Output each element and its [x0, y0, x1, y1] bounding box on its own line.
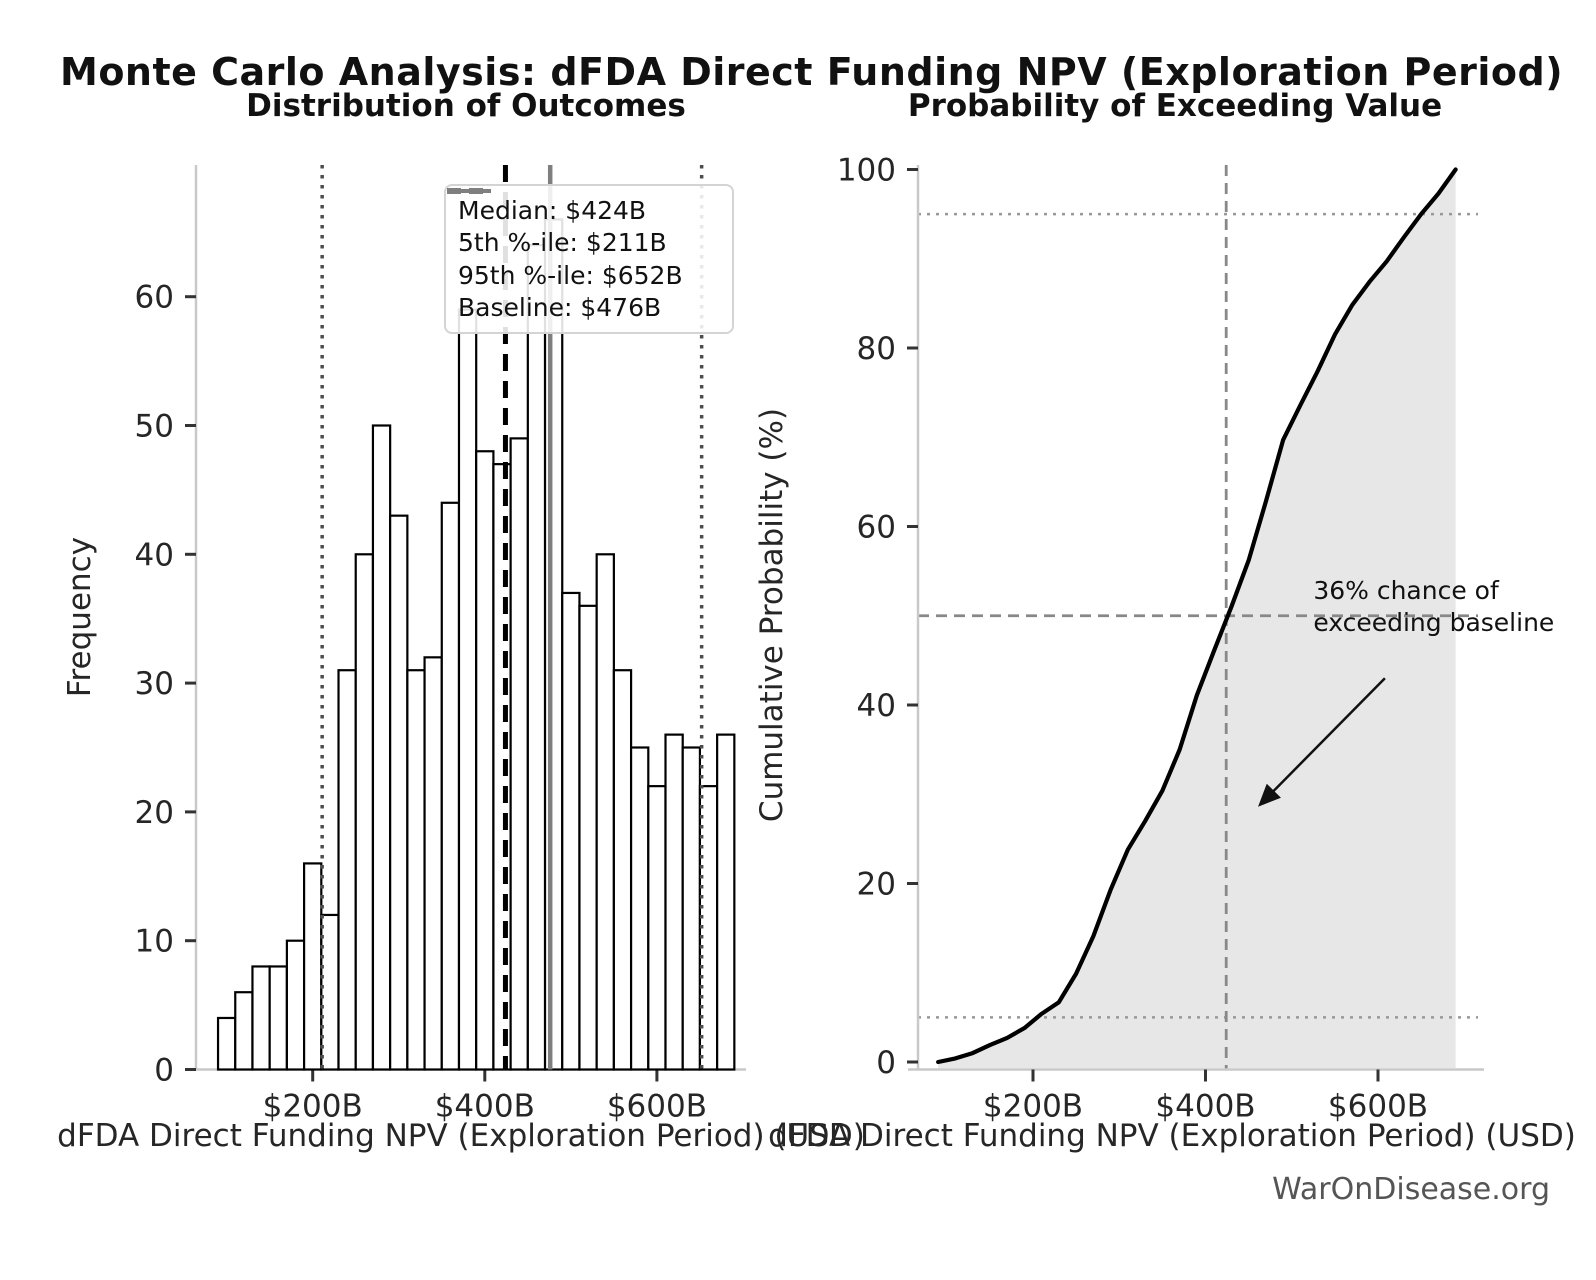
- histogram-bar: [528, 245, 545, 1069]
- cdf-ytick-label: 0: [876, 1045, 896, 1081]
- histogram-bar: [287, 941, 304, 1070]
- hist-ytick-label: 30: [134, 666, 174, 703]
- histogram-bar: [425, 657, 442, 1069]
- histogram-bar: [545, 219, 562, 1069]
- histogram-bar: [579, 606, 596, 1070]
- legend: [444, 184, 734, 334]
- legend-label-p5: 5th %-ile: $211B: [458, 228, 667, 258]
- hist-ytick-label: 60: [134, 279, 174, 316]
- histogram-bar: [648, 786, 665, 1069]
- histogram-title: Distribution of Outcomes: [246, 88, 686, 124]
- cdf-xtick-label: $200B: [982, 1088, 1084, 1125]
- legend-label-median: Median: $424B: [458, 195, 647, 225]
- legend-label-baseline: Baseline: $476B: [458, 293, 662, 323]
- histogram-bar: [407, 670, 424, 1069]
- histogram-bar: [459, 310, 476, 1070]
- cdf-annotation-line2: exceeding baseline: [1313, 607, 1555, 637]
- histogram-bar: [476, 451, 493, 1069]
- histogram-bar: [218, 1018, 235, 1070]
- histogram-bars: [218, 219, 734, 1069]
- histogram-bar: [442, 503, 459, 1070]
- histogram-bar: [562, 593, 579, 1070]
- histogram-bar: [666, 735, 683, 1070]
- legend-item-baseline: [458, 293, 720, 322]
- histogram-bar: [511, 438, 528, 1069]
- histogram-bar: [339, 670, 356, 1069]
- histogram-bar: [373, 426, 390, 1070]
- histogram-x-axis-label: dFDA Direct Funding NPV (Exploration Period) (USD): [57, 1118, 865, 1154]
- hist-ytick-label: 10: [134, 923, 174, 960]
- cdf-ytick-label: 80: [856, 331, 896, 367]
- histogram-bar: [597, 554, 614, 1069]
- histogram-bar: [683, 748, 700, 1070]
- histogram-bar: [252, 966, 269, 1069]
- hist-ytick-label: 0: [154, 1052, 174, 1089]
- histogram-bar: [717, 735, 734, 1070]
- watermark: WarOnDisease.org: [1272, 1172, 1550, 1207]
- legend-item-p5: [458, 228, 720, 257]
- hist-xtick-label: $200B: [262, 1088, 363, 1125]
- hist-xtick-label: $600B: [606, 1088, 707, 1125]
- histogram-bar: [493, 464, 510, 1069]
- histogram-bar: [356, 554, 373, 1069]
- cdf-annotation: [1313, 575, 1554, 639]
- cdf-ytick-label: 60: [856, 509, 896, 546]
- histogram-bar: [390, 516, 407, 1070]
- histogram-bar: [631, 748, 648, 1070]
- cdf-annotation-line1: 36% chance of: [1313, 575, 1499, 605]
- hist-ytick-label: 50: [134, 408, 174, 445]
- hist-xtick-label: $400B: [434, 1088, 535, 1125]
- legend-label-p95: 95th %-ile: $652B: [458, 260, 683, 290]
- page-title: Monte Carlo Analysis: dFDA Direct Funding NPV (Exploration Period): [60, 50, 1564, 94]
- legend-item-p95: [458, 261, 720, 290]
- cdf-xtick-label: $600B: [1327, 1088, 1429, 1125]
- histogram-bar: [235, 992, 252, 1069]
- histogram-bar: [270, 966, 287, 1069]
- cdf-ytick-label: 40: [856, 688, 896, 724]
- baseline-legend-swatch-icon: [446, 186, 492, 196]
- histogram-y-axis-label: Frequency: [62, 536, 98, 698]
- cdf-y-axis-label: Cumulative Probability (%): [754, 407, 790, 823]
- histogram-bar: [304, 863, 321, 1069]
- cdf-ytick-label: 100: [836, 152, 896, 189]
- hist-ytick-label: 20: [134, 794, 174, 831]
- histogram-bar: [614, 670, 631, 1069]
- hist-ytick-label: 40: [134, 537, 174, 574]
- legend-item-median: [458, 196, 720, 225]
- cdf-xtick-label: $400B: [1155, 1088, 1256, 1125]
- cdf-ytick-label: 20: [856, 866, 896, 903]
- cdf-title: Probability of Exceeding Value: [907, 88, 1443, 124]
- cdf-x-axis-label: dFDA Direct Funding NPV (Exploration Period) (USD): [768, 1118, 1576, 1154]
